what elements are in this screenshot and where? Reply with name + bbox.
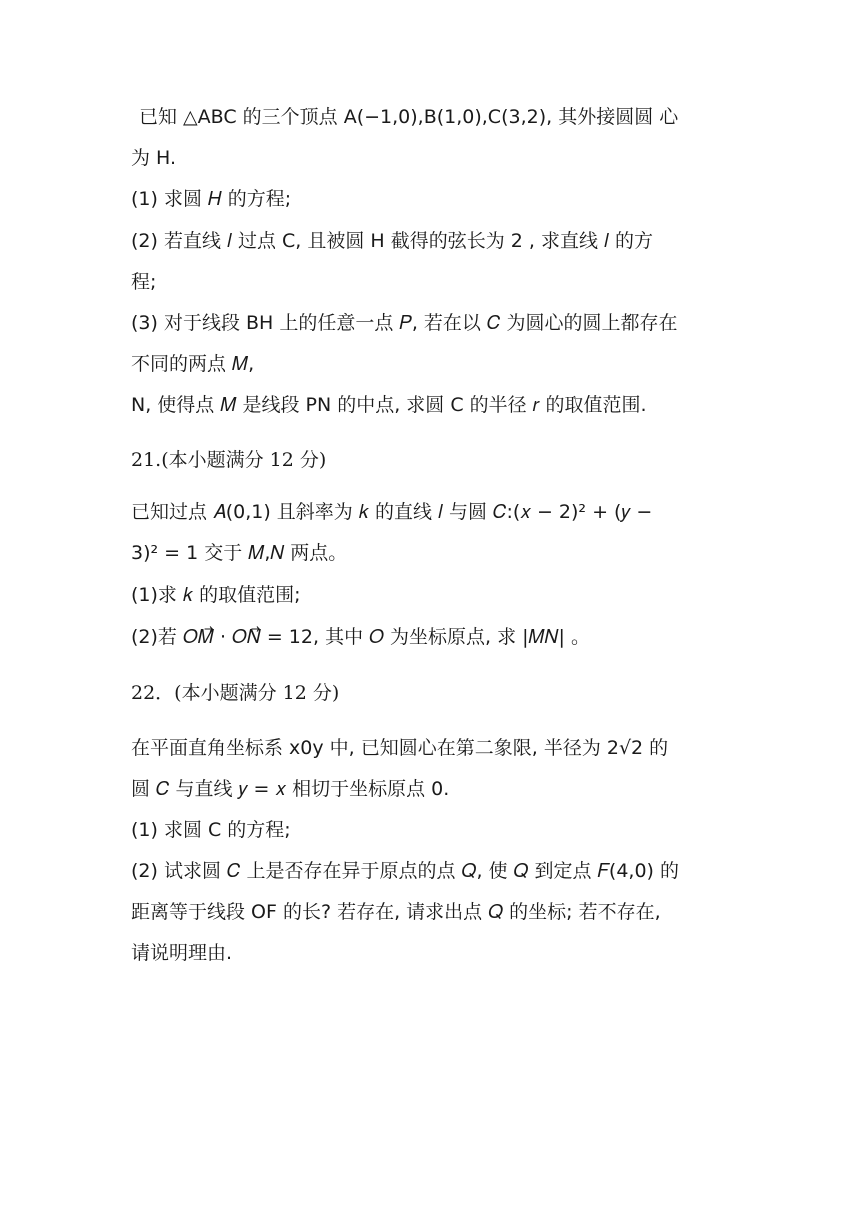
p20-question2-line1: (2) 若直线 𝑙 过点 C, 且被圆 H 截得的弦长为 2 , 求直线 𝑙 的方 <box>131 230 653 252</box>
p20-question2-line2: 程; <box>131 271 157 293</box>
p22-question1: (1) 求圆 C 的方程; <box>131 819 291 841</box>
p21-question1: (1)求 𝑘 的取值范围; <box>131 584 301 606</box>
p21-header: 21.(本小题满分 12 分) <box>131 449 327 471</box>
p20-intro-line2: 为 H. <box>131 147 177 169</box>
p20-question3-line1: (3) 对于线段 BH 上的任意一点 𝑃, 若在以 𝐶 为圆心的圆上都存在 <box>131 312 678 334</box>
p22-question2-line2: 距离等于线段 OF 的长? 若存在, 请求出点 𝑄 的坐标; 若不存在, <box>131 901 661 923</box>
p21-question2: (2)若 𝑂𝑀⃗ ⋅ 𝑂𝑁⃗ = 12, 其中 𝑂 为坐标原点, 求 |𝑀𝑁| 。 <box>131 626 590 648</box>
p22-question2-line1: (2) 试求圆 𝐶 上是否存在异于原点的点 𝑄, 使 𝑄 到定点 𝐹(4,0) 的 <box>131 860 679 882</box>
p22-statement-line1: 在平面直角坐标系 x0y 中, 已知圆心在第二象限, 半径为 2√2 的 <box>131 737 669 759</box>
p22-header: 22．(本小题满分 12 分) <box>131 682 340 704</box>
p22-question2-line3: 请说明理由. <box>131 942 233 964</box>
p21-statement-line1: 已知过点 𝐴(0,1) 且斜率为 𝑘 的直线 𝑙 与圆 𝐶:(𝑥 − 2)² + (𝑦 − <box>131 501 653 523</box>
p20-question3-line3: N, 使得点 𝑀 是线段 PN 的中点, 求圆 C 的半径 𝑟 的取值范围. <box>131 394 647 416</box>
p22-statement-line2: 圆 𝐶 与直线 𝑦 = 𝑥 相切于坐标原点 0. <box>131 778 450 800</box>
p21-statement-line2: 3)² = 1 交于 𝑀,𝑁 两点。 <box>131 542 348 564</box>
p20-question3-line2: 不同的两点 𝑀, <box>131 353 255 375</box>
p20-question1: (1) 求圆 𝐻 的方程; <box>131 188 292 210</box>
p20-intro-line1: 已知 △ABC 的三个顶点 A(−1,0),B(1,0),C(3,2), 其外接圆圆 心 <box>139 106 679 128</box>
